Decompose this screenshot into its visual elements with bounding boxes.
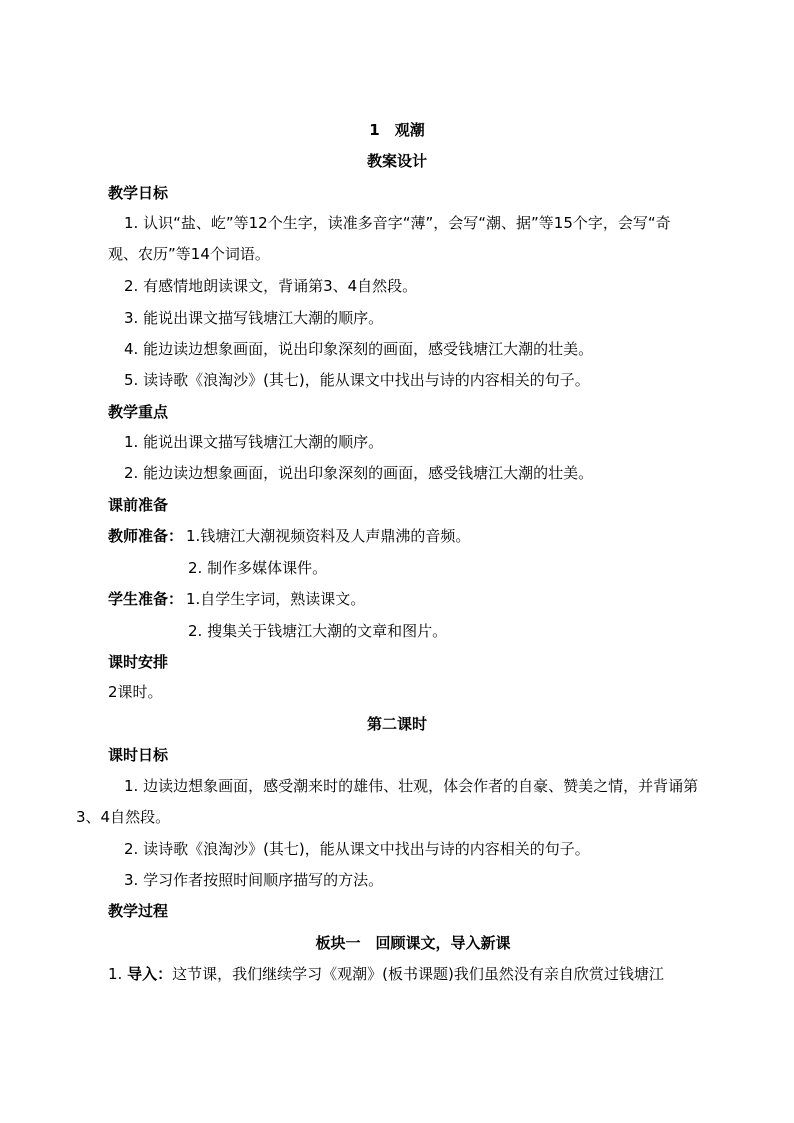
prep-heading: 课前准备: [108, 496, 169, 514]
goals-heading: 教学日标: [108, 184, 169, 202]
key-item: 1. 能说出课文描写钱塘江大潮的顺序。: [124, 433, 384, 451]
goal-item: 4. 能边读边想象画面，说出印象深刻的画面，感受钱塘江大潮的壮美。: [124, 340, 594, 358]
intro-label: 导入：: [127, 965, 173, 983]
key-heading: 教学重点: [108, 403, 169, 421]
process-heading: 教学过程: [108, 902, 169, 920]
student-prep-label: 学生准备：: [108, 590, 184, 608]
key-item: 2. 能边读边想象画面，说出印象深刻的画面，感受钱塘江大潮的壮美。: [124, 464, 594, 482]
doc-title: 1 观潮: [369, 121, 425, 139]
lesson-goal-item: 1. 边读边想象画面，感受潮来时的雄伟、壮观，体会作者的自豪、赞美之情，并背诵第: [124, 777, 699, 795]
lesson-title: 第二课时: [366, 715, 427, 733]
schedule-text: 2课时。: [108, 683, 163, 701]
block-title: 板块一 回顾课文，导入新课: [315, 934, 511, 952]
student-prep-item: 1.自学生字词，熟读课文。: [186, 590, 366, 608]
teacher-prep-item: 2. 制作多媒体课件。: [188, 559, 328, 577]
lesson-goal-item: 3、4自然段。: [76, 808, 171, 826]
goal-item: 2. 有感情地朗读课文，背诵第3、4自然段。: [124, 277, 418, 295]
intro-number: 1.: [108, 965, 128, 983]
lesson-goal-item: 2. 读诗歌《浪淘沙》(其七)，能从课文中找出与诗的内容相关的句子。: [124, 840, 590, 858]
doc-subtitle: 教案设计: [366, 152, 427, 170]
lesson-goal-item: 3. 学习作者按照时间顺序描写的方法。: [124, 871, 384, 889]
schedule-heading: 课时安排: [108, 653, 169, 671]
student-prep-item: 2. 搜集关于钱塘江大潮的文章和图片。: [188, 622, 448, 640]
intro-paragraph: [108, 964, 664, 984]
lesson-goals-heading: 课时日标: [108, 746, 169, 764]
teacher-prep-item: 1.钱塘江大潮视频资料及人声鼎沸的音频。: [186, 527, 471, 545]
teacher-prep-label: 教师准备：: [108, 527, 184, 545]
goal-item: 3. 能说出课文描写钱塘江大潮的顺序。: [124, 309, 384, 327]
intro-text: 这节课，我们继续学习《观潮》(板书课题)我们虽然没有亲自欣赏过钱塘江: [172, 965, 664, 983]
goal-item: 5. 读诗歌《浪淘沙》(其七)，能从课文中找出与诗的内容相关的句子。: [124, 371, 590, 389]
goal-item: 1. 认识“盐、屹”等12个生字，读准多音字“薄”，会写“潮、据”等15个字，会写“奇: [124, 214, 671, 232]
goal-item: 观、农历”等14个词语。: [108, 245, 270, 263]
